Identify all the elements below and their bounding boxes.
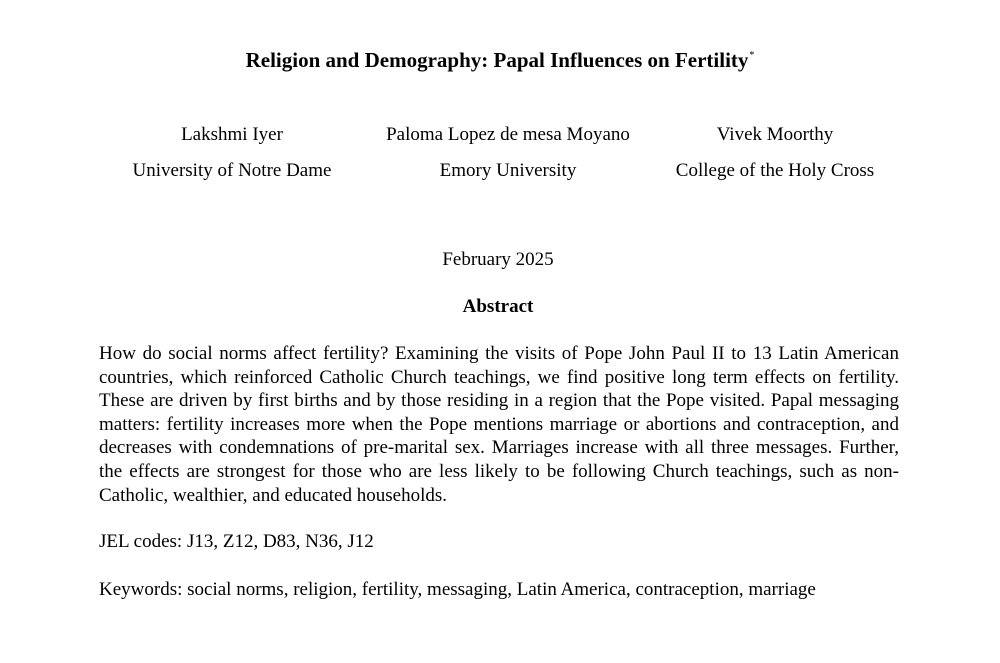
author-affiliation: Emory University xyxy=(439,160,577,181)
paper-title-text: Religion and Demography: Papal Influences on Fertility xyxy=(245,48,749,72)
author-name: Vivek Moorthy xyxy=(716,124,834,145)
keywords: Keywords: social norms, religion, fertility, messaging, Latin America, contraception, marriage xyxy=(99,579,816,600)
author-name: Paloma Lopez de mesa Moyano xyxy=(386,124,630,145)
abstract-text: How do social norms affect fertility? Examining the visits of Pope John Paul II to 13 Latin American countries, which reinforced Catholic Church teachings, we find positive long term effects on fertility. These are driven by first births and by those residing in a region that the Pope visited. Papal messaging matters: fertility increases more when the Pope mentions marriage or abortions and contraception, and decreases with condemnations of pre-marital sex. Marriages increase with all three messages. Further, the effects are strongest for those who are less likely to be following Church teachings, such as non-Catholic, wealthier, and educated households. xyxy=(99,343,899,506)
author-affiliation: University of Notre Dame xyxy=(132,160,332,181)
paper-title xyxy=(0,46,1000,74)
author-block xyxy=(358,123,658,183)
author-block xyxy=(625,123,925,183)
jel-codes: JEL codes: J13, Z12, D83, N36, J12 xyxy=(99,531,374,552)
abstract-heading: Abstract xyxy=(462,296,534,317)
paper-date: February 2025 xyxy=(442,249,554,270)
title-footnote-mark[interactable]: * xyxy=(749,50,755,61)
author-block xyxy=(82,123,382,183)
author-name: Lakshmi Iyer xyxy=(181,124,283,145)
author-affiliation: College of the Holy Cross xyxy=(675,160,875,181)
